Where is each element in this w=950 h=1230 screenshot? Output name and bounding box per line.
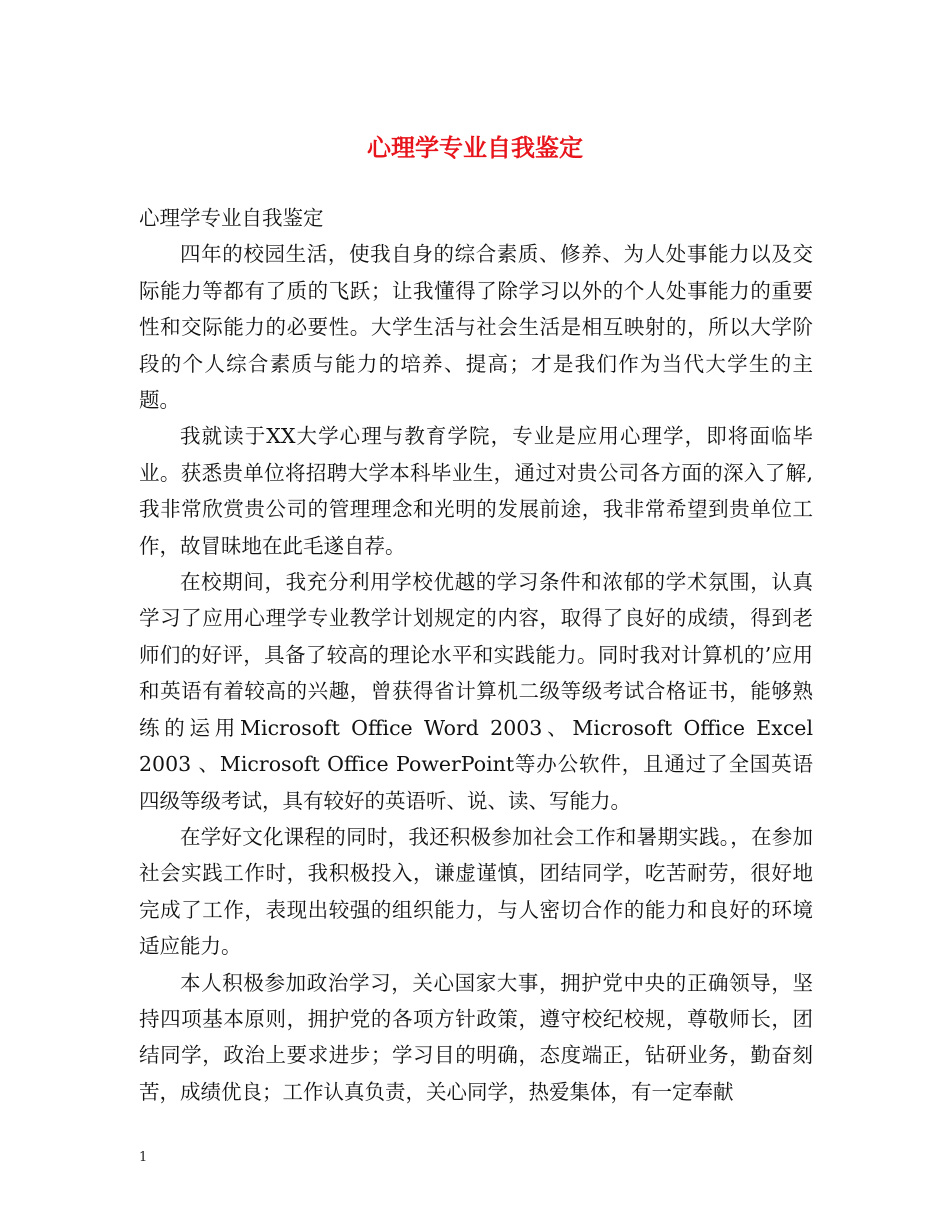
- paragraph-education: 我就读于XX大学心理与教育学院，专业是应用心理学，即将面临毕业。获悉贵单位将招聘大学本科毕业生，通过对贵公司各方面的深入了解,我非常欣赏贵公司的管理理念和光明的发展前途，我非常希望到贵单位工作，故冒昧地在此毛遂自荐。: [139, 424, 813, 558]
- paragraph-social-practice: 在学好文化课程的同时，我还积极参加社会工作和暑期实践。，在参加社会实践工作时，我积极投入，谦虚谨慎，团结同学，吃苦耐劳，很好地完成了工作，表现出较强的组织能力，与人密切合作的能力和良好的环境适应能力。: [139, 824, 813, 959]
- paragraph-political-study: 本人积极参加政治学习，关心国家大事，拥护党中央的正确领导，坚持四项基本原则，拥护党的各项方针政策，遵守校纪校规，尊敬师长，团结同学，政治上要求进步；学习目的明确，态度端正，钻研业务，勤奋刻苦，成绩优良；工作认真负责，关心同学，热爱集体，有一定奉献: [139, 970, 813, 1104]
- paragraph-study-skills: 在校期间，我充分利用学校优越的学习条件和浓郁的学术氛围，认真学习了应用心理学专业教学计划规定的内容，取得了良好的成绩，得到老师们的好评，具备了较高的理论水平和实践能力。同时我对计算机的’应用和英语有着较高的兴趣，曾获得省计算机二级等级考试合格证书，能够熟练的运用Microsoft Office Word 2003、Microsoft Office Excel 2003 、Microsoft Office PowerPoint等办公软件，且通过了全国英语四级等级考试，具有较好的英语听、说、读、写能力。: [139, 570, 813, 813]
- paragraph-campus-life: 四年的校园生活，使我自身的综合素质、修养、为人处事能力以及交际能力等都有了质的飞跃；让我懂得了除学习以外的个人处事能力的重要性和交际能力的必要性。大学生活与社会生活是相互映射的，所以大学阶段的个人综合素质与能力的培养、提高；才是我们作为当代大学生的主题。: [139, 242, 813, 413]
- page-title: 心理学专业自我鉴定: [367, 133, 583, 162]
- page-number: 1: [139, 1150, 148, 1165]
- document-subtitle: 心理学专业自我鉴定: [139, 206, 324, 230]
- document-body: [139, 200, 813, 1110]
